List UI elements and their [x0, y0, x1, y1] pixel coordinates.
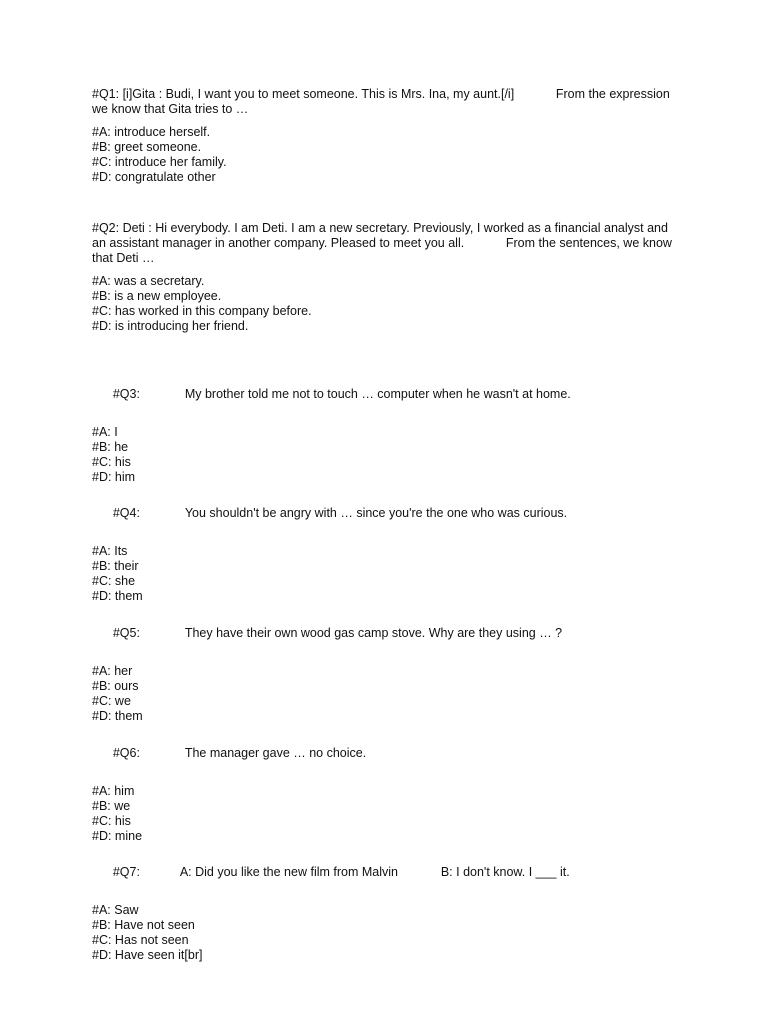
question-6: [92, 731, 682, 844]
option-d: #D: Have seen it[br]: [92, 948, 203, 962]
option-d: #D: them: [92, 709, 143, 723]
option-c: #C: Has not seen: [92, 933, 189, 947]
question-text: The manager gave … no choice.: [184, 746, 367, 760]
option-c: #C: his: [92, 814, 131, 828]
option-c: #C: introduce her family.: [92, 155, 227, 169]
question-5: [92, 611, 682, 724]
option-b: #B: their: [92, 559, 139, 573]
option-b: #B: we: [92, 799, 131, 813]
option-b: #B: is a new employee.: [92, 289, 222, 303]
option-d: #D: them: [92, 589, 143, 603]
option-d: #D: him: [92, 470, 136, 484]
options-list: [92, 903, 682, 963]
option-b: #B: he: [92, 440, 129, 454]
options-list: [92, 784, 682, 844]
question-label: #Q4:: [112, 506, 140, 520]
question-label: #Q5:: [112, 626, 140, 640]
option-a: #A: I: [92, 425, 118, 439]
option-c: #C: has worked in this company before.: [92, 304, 312, 318]
option-b: #B: Have not seen: [92, 918, 195, 932]
question-text: You shouldn't be angry with … since you're the one who was curious.: [184, 506, 568, 520]
option-b: #B: greet someone.: [92, 140, 202, 154]
option-a: #A: was a secretary.: [92, 274, 205, 288]
question-text: They have their own wood gas camp stove. Why are they using … ?: [184, 626, 563, 640]
question-4: [92, 491, 682, 604]
question-text: My brother told me not to touch … computer when he wasn't at home.: [184, 387, 571, 401]
option-c: #C: we: [92, 694, 131, 708]
option-a: #A: introduce herself.: [92, 125, 211, 139]
options-list: [92, 274, 678, 334]
option-b: #B: ours: [92, 679, 139, 693]
option-d: #D: mine: [92, 829, 143, 843]
question-7: [92, 850, 682, 963]
options-list: [92, 544, 682, 604]
question-text-reply: B: I don't know. I ___ it.: [440, 865, 570, 879]
options-list: [92, 664, 682, 724]
question-label: #Q6:: [112, 746, 140, 760]
option-a: #A: him: [92, 784, 135, 798]
question-text: #Q1: [i]Gita : Budi, I want you to meet someone. This is Mrs. Ina, my aunt.[/i] From the expression we know that Gita tries to …: [92, 87, 674, 116]
option-a: #A: Its: [92, 544, 128, 558]
option-a: #A: Saw: [92, 903, 139, 917]
option-a: #A: her: [92, 664, 133, 678]
option-c: #C: she: [92, 574, 136, 588]
question-1: [92, 87, 682, 185]
question-label: #Q3:: [112, 387, 140, 401]
option-c: #C: his: [92, 455, 131, 469]
question-text: A: Did you like the new film from Malvin: [179, 865, 398, 879]
options-list: [92, 125, 682, 185]
question-2: [92, 221, 678, 334]
option-d: #D: congratulate other: [92, 170, 216, 184]
options-list: [92, 425, 682, 485]
question-label: #Q7:: [112, 865, 140, 879]
question-3: [92, 372, 682, 485]
option-d: #D: is introducing her friend.: [92, 319, 249, 333]
question-text: #Q2: Deti : Hi everybody. I am Deti. I am a new secretary. Previously, I worked as a financial analyst and an assistant manager in another company. Pleased to meet you all. From the sentences, we know that Deti …: [92, 221, 676, 265]
